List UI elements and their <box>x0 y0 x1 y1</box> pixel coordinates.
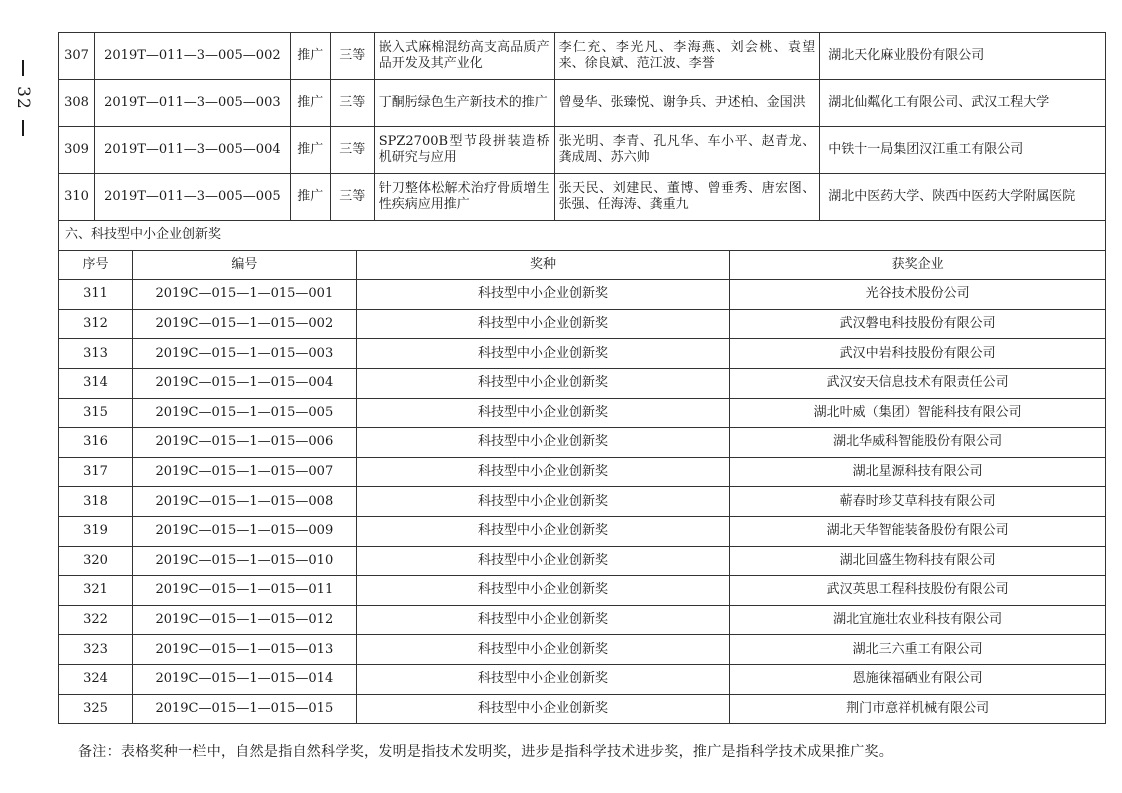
row-code: 2019T—011—3—005—003 <box>94 80 290 127</box>
row-award: 科技型中小企业创新奖 <box>356 487 730 517</box>
row-code: 2019T—011—3—005—004 <box>94 127 290 174</box>
footnote: 备注：表格奖种一栏中，自然是指自然科学奖，发明是指技术发明奖，进步是指科学技术进步奖，推广是指科学技术成果推广奖。 <box>78 744 894 760</box>
row-type: 推广 <box>290 174 330 221</box>
section-title: 六、科技型中小企业创新奖 <box>59 221 1106 251</box>
row-entity: 中铁十一局集团汉江重工有限公司 <box>820 127 1106 174</box>
table-row <box>59 309 1106 339</box>
row-seq: 323 <box>59 635 133 665</box>
row-code: 2019T—011—3—005—005 <box>94 174 290 221</box>
page-number <box>8 60 38 136</box>
section-row <box>59 221 1106 251</box>
row-code: 2019C—015—1—015—007 <box>132 457 356 487</box>
table-row <box>59 664 1106 694</box>
row-code: 2019C—015—1—015—004 <box>132 368 356 398</box>
innovation-award-table <box>58 220 1106 724</box>
row-code: 2019C—015—1—015—001 <box>132 280 356 310</box>
row-grade: 三等 <box>330 174 374 221</box>
row-project: 嵌入式麻棉混纺高支高品质产品开发及其产业化 <box>374 33 554 80</box>
row-people: 张光明、李青、孔凡华、车小平、赵青龙、龚成周、苏六帅 <box>554 127 820 174</box>
row-code: 2019C—015—1—015—002 <box>132 309 356 339</box>
row-award: 科技型中小企业创新奖 <box>356 280 730 310</box>
row-code: 2019C—015—1—015—003 <box>132 339 356 369</box>
row-company: 蕲春时珍艾草科技有限公司 <box>730 487 1106 517</box>
row-company: 武汉磐电科技股份有限公司 <box>730 309 1106 339</box>
header-row <box>59 250 1106 280</box>
row-people: 李仁充、李光凡、李海燕、刘会桃、袁望来、徐良斌、范江波、李誉 <box>554 33 820 80</box>
table-row <box>59 635 1106 665</box>
header-company: 获奖企业 <box>730 250 1106 280</box>
header-seq: 序号 <box>59 250 133 280</box>
page-number-dash-bottom <box>22 120 24 136</box>
table-row <box>59 174 1106 221</box>
table-row <box>59 487 1106 517</box>
row-seq: 311 <box>59 280 133 310</box>
row-type: 推广 <box>290 80 330 127</box>
row-award: 科技型中小企业创新奖 <box>356 664 730 694</box>
row-award: 科技型中小企业创新奖 <box>356 576 730 606</box>
row-seq: 316 <box>59 428 133 458</box>
table-row <box>59 516 1106 546</box>
row-entity: 湖北中医药大学、陕西中医药大学附属医院 <box>820 174 1106 221</box>
row-seq: 315 <box>59 398 133 428</box>
row-entity: 湖北天化麻业股份有限公司 <box>820 33 1106 80</box>
row-code: 2019C—015—1—015—009 <box>132 516 356 546</box>
table-row <box>59 546 1106 576</box>
table-row <box>59 428 1106 458</box>
row-seq: 319 <box>59 516 133 546</box>
row-code: 2019C—015—1—015—005 <box>132 398 356 428</box>
row-award: 科技型中小企业创新奖 <box>356 457 730 487</box>
row-seq: 308 <box>59 80 95 127</box>
row-award: 科技型中小企业创新奖 <box>356 546 730 576</box>
row-award: 科技型中小企业创新奖 <box>356 516 730 546</box>
table-row <box>59 605 1106 635</box>
row-code: 2019C—015—1—015—014 <box>132 664 356 694</box>
row-grade: 三等 <box>330 80 374 127</box>
row-company: 武汉中岩科技股份有限公司 <box>730 339 1106 369</box>
row-award: 科技型中小企业创新奖 <box>356 635 730 665</box>
row-seq: 307 <box>59 33 95 80</box>
row-company: 荆门市意祥机械有限公司 <box>730 694 1106 724</box>
row-company: 湖北星源科技有限公司 <box>730 457 1106 487</box>
row-project: 丁酮肟绿色生产新技术的推广 <box>374 80 554 127</box>
page-number-dash-top <box>22 60 24 76</box>
table-row <box>59 280 1106 310</box>
row-seq: 317 <box>59 457 133 487</box>
row-seq: 310 <box>59 174 95 221</box>
row-award: 科技型中小企业创新奖 <box>356 605 730 635</box>
row-seq: 320 <box>59 546 133 576</box>
row-company: 湖北华威科智能股份有限公司 <box>730 428 1106 458</box>
row-company: 湖北三六重工有限公司 <box>730 635 1106 665</box>
row-grade: 三等 <box>330 33 374 80</box>
row-code: 2019C—015—1—015—015 <box>132 694 356 724</box>
header-award: 奖种 <box>356 250 730 280</box>
page-number-text: 32 <box>12 86 33 110</box>
row-company: 光谷技术股份公司 <box>730 280 1106 310</box>
table-row <box>59 339 1106 369</box>
row-seq: 313 <box>59 339 133 369</box>
row-award: 科技型中小企业创新奖 <box>356 309 730 339</box>
table-row <box>59 80 1106 127</box>
row-company: 湖北宜施壮农业科技有限公司 <box>730 605 1106 635</box>
row-award: 科技型中小企业创新奖 <box>356 368 730 398</box>
row-type: 推广 <box>290 33 330 80</box>
row-code: 2019C—015—1—015—008 <box>132 487 356 517</box>
row-entity: 湖北仙粼化工有限公司、武汉工程大学 <box>820 80 1106 127</box>
row-seq: 322 <box>59 605 133 635</box>
header-code: 编号 <box>132 250 356 280</box>
row-seq: 325 <box>59 694 133 724</box>
row-award: 科技型中小企业创新奖 <box>356 398 730 428</box>
row-type: 推广 <box>290 127 330 174</box>
row-seq: 314 <box>59 368 133 398</box>
row-grade: 三等 <box>330 127 374 174</box>
row-code: 2019C—015—1—015—013 <box>132 635 356 665</box>
table-row <box>59 368 1106 398</box>
row-project: SPZ2700B型节段拼装造桥机研究与应用 <box>374 127 554 174</box>
row-seq: 324 <box>59 664 133 694</box>
row-seq: 321 <box>59 576 133 606</box>
row-code: 2019C—015—1—015—010 <box>132 546 356 576</box>
row-people: 张天民、刘建民、董博、曾垂秀、唐宏图、张强、任海涛、龚重九 <box>554 174 820 221</box>
row-seq: 312 <box>59 309 133 339</box>
table-row <box>59 457 1106 487</box>
row-award: 科技型中小企业创新奖 <box>356 694 730 724</box>
row-project: 针刀整体松解术治疗骨质增生性疾病应用推广 <box>374 174 554 221</box>
table-row <box>59 127 1106 174</box>
row-code: 2019C—015—1—015—012 <box>132 605 356 635</box>
row-company: 湖北回盛生物科技有限公司 <box>730 546 1106 576</box>
row-code: 2019C—015—1—015—006 <box>132 428 356 458</box>
row-award: 科技型中小企业创新奖 <box>356 428 730 458</box>
row-company: 恩施徕福硒业有限公司 <box>730 664 1106 694</box>
achievement-table <box>58 32 1106 221</box>
row-code: 2019C—015—1—015—011 <box>132 576 356 606</box>
row-award: 科技型中小企业创新奖 <box>356 339 730 369</box>
row-people: 曾曼华、张臻悦、谢争兵、尹述柏、金国洪 <box>554 80 820 127</box>
table-row <box>59 694 1106 724</box>
table-row <box>59 398 1106 428</box>
row-company: 武汉安天信息技术有限责任公司 <box>730 368 1106 398</box>
row-seq: 318 <box>59 487 133 517</box>
row-company: 武汉英思工程科技股份有限公司 <box>730 576 1106 606</box>
row-seq: 309 <box>59 127 95 174</box>
row-company: 湖北叶威（集团）智能科技有限公司 <box>730 398 1106 428</box>
table-row <box>59 576 1106 606</box>
row-code: 2019T—011—3—005—002 <box>94 33 290 80</box>
row-company: 湖北天华智能装备股份有限公司 <box>730 516 1106 546</box>
table-row <box>59 33 1106 80</box>
